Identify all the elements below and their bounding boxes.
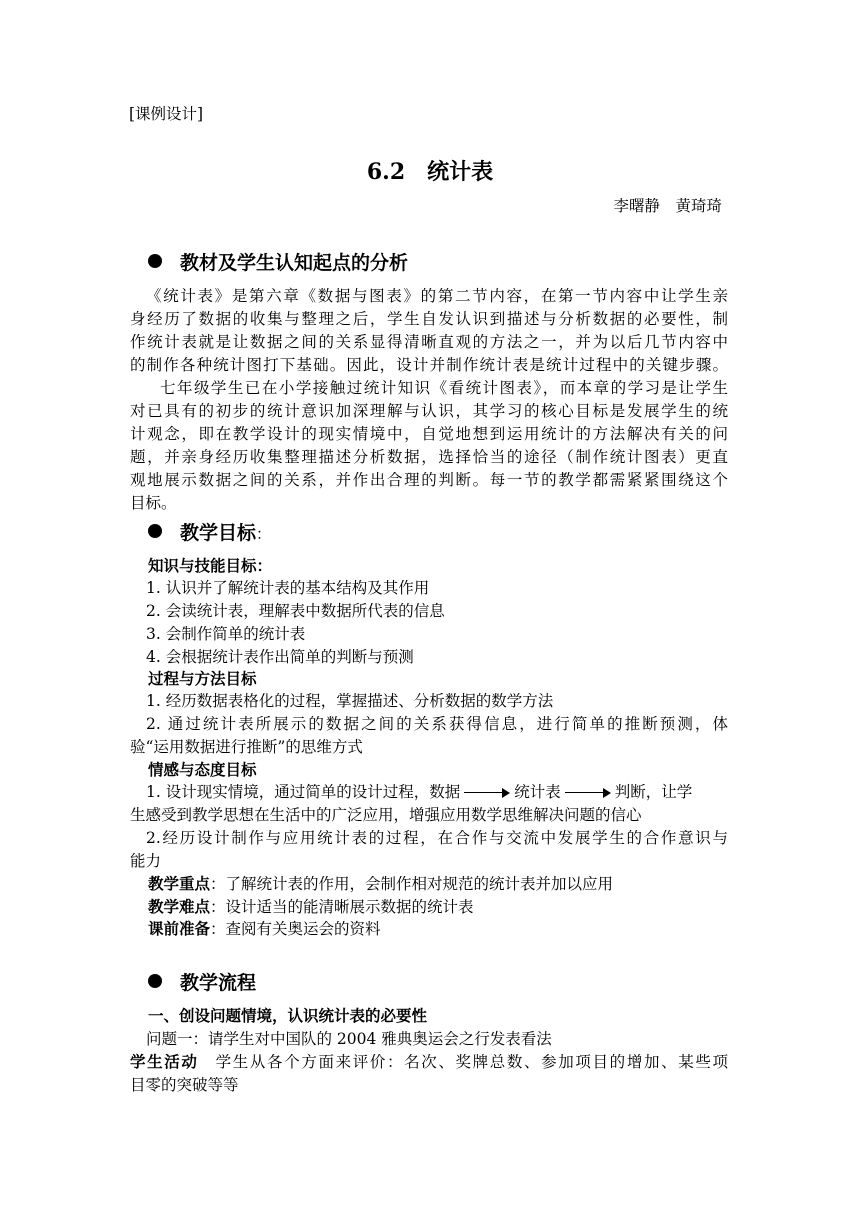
list-item: 生感受到教学思想在生活中的广泛应用，增强应用数学思维解决问题的信心 (130, 806, 642, 824)
student-activity: 学生活动 学生从各个方面来评价：名次、奖牌总数、参加项目的增加、某些项 (130, 1052, 728, 1071)
paragraph-line: 观地展示数据之间的关系，并作出合理的判断。每一节的教学都需紧紧围绕这个 (130, 471, 728, 489)
subheading-emotion: 情感与态度目标 (148, 760, 257, 779)
list-item: 1. 经历数据表格化的过程，掌握描述、分析数据的数学方法 (146, 692, 554, 710)
list-item: 2. 会读统计表，理解表中数据所代表的信息 (146, 602, 445, 620)
paragraph-line: 身经历了数据的收集与整理之后，学生自发认识到描述与分析数据的必要性，制 (130, 310, 728, 328)
paragraph-line: 的制作各种统计图打下基础。因此，设计并制作统计表是统计过程中的关键步骤。 (130, 356, 728, 374)
paragraph-line: 《统计表》是第六章《数据与图表》的第二节内容，在第一节内容中让学生亲 (146, 287, 728, 305)
class-preparation: 课前准备：查阅有关奥运会的资料 (148, 919, 381, 938)
arrow-right-icon (464, 788, 510, 798)
paragraph-line: 七年级学生已在小学接触过统计知识《看统计图表》，而本章的学习是让学生 (160, 379, 728, 397)
section-heading-objectives: 教学目标： (148, 520, 271, 547)
teaching-difficulty: 教学难点：设计适当的能清晰展示数据的统计表 (148, 897, 474, 916)
section-heading-process: 教学流程 (148, 970, 256, 996)
list-item-flow: 1. 设计现实情境，通过简单的设计过程，数据 统计表 判断，让学 (146, 783, 693, 801)
list-item: 3. 会制作简单的统计表 (146, 625, 306, 643)
lesson-tag: [课例设计] (129, 105, 204, 123)
student-activity-cont: 目零的突破等等 (130, 1076, 239, 1094)
paragraph-line: 计观念，即在教学设计的现实情境中，自觉地想到运用统计的方法解决有关的问 (130, 425, 728, 443)
bullet-icon (148, 974, 162, 988)
paragraph-line: 目标。 (130, 494, 177, 512)
teaching-focus: 教学重点：了解统计表的作用，会制作相对规范的统计表并加以应用 (148, 874, 614, 893)
step-heading: 一、创设问题情境，认识统计表的必要性 (148, 1006, 428, 1025)
paragraph-line: 对已具有的初步的统计意识加深理解与认识，其学习的核心目标是发展学生的统 (130, 402, 728, 420)
paragraph-line: 作统计表就是让数据之间的关系显得清晰直观的方法之一，并为以后几节内容中 (130, 333, 728, 351)
section-heading-analysis: 教材及学生认知起点的分析 (148, 250, 408, 276)
list-item: 4. 会根据统计表作出简单的判断与预测 (146, 648, 414, 666)
paragraph-line: 题，并亲身经历收集整理描述分析数据，选择恰当的途径（制作统计图表）更直 (130, 448, 728, 466)
list-item: 验“运用数据进行推断”的思维方式 (130, 738, 363, 756)
bullet-icon (148, 524, 162, 538)
list-item: 能力 (130, 852, 162, 870)
list-item: 2.经历设计制作与应用统计表的过程，在合作与交流中发展学生的合作意识与 (146, 829, 728, 847)
page-title: 6.2 统计表 (366, 159, 494, 185)
bullet-icon (148, 254, 162, 268)
list-item: 1. 认识并了解统计表的基本结构及其作用 (146, 579, 430, 597)
arrow-right-icon (565, 788, 611, 798)
subheading-process: 过程与方法目标 (148, 669, 257, 688)
question-one: 问题一：请学生对中国队的 2004 雅典奥运会之行发表看法 (146, 1030, 552, 1048)
subheading-knowledge: 知识与技能目标： (148, 556, 273, 575)
list-item: 2. 通过统计表所展示的数据之间的关系获得信息，进行简单的推断预测，体 (146, 715, 728, 733)
authors: 李曙静 黄琦琦 (613, 197, 722, 215)
